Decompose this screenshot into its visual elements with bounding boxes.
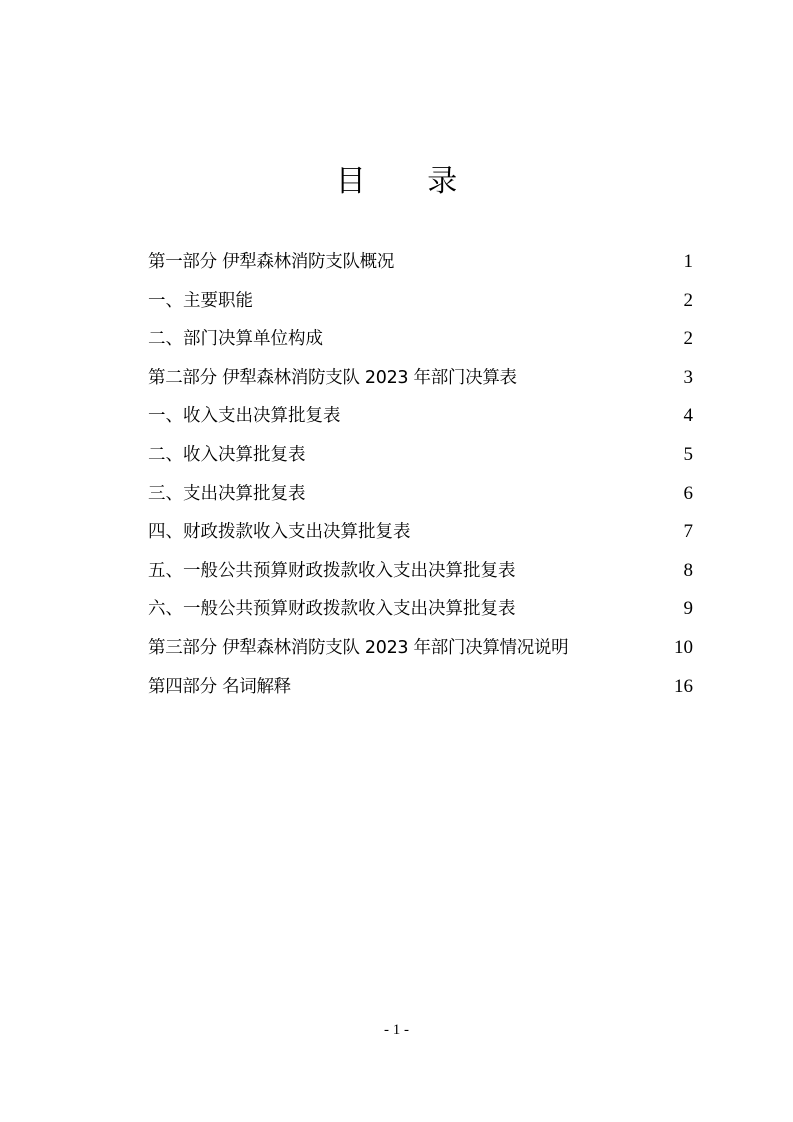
toc-entry-page-number: 3 bbox=[683, 366, 693, 388]
toc-entry-page-number: 10 bbox=[674, 636, 693, 658]
toc-entry-table-6[interactable] bbox=[148, 590, 693, 629]
toc-entry-page-number: 8 bbox=[683, 559, 693, 581]
toc-entry-part-1[interactable] bbox=[148, 243, 693, 282]
toc-entry-label: 四、财政拨款收入支出决算批复表 bbox=[148, 522, 411, 543]
toc-entry-table-5[interactable] bbox=[148, 552, 693, 591]
toc-entry-table-4[interactable] bbox=[148, 513, 693, 552]
toc-entry-label: 第二部分 伊犁森林消防支队 2023 年部门决算表 bbox=[148, 367, 517, 388]
toc-entry-label: 二、收入决算批复表 bbox=[148, 444, 306, 465]
toc-entry-part-3[interactable] bbox=[148, 629, 693, 668]
toc-entry-part-2[interactable] bbox=[148, 359, 693, 398]
toc-entry-page-number: 16 bbox=[674, 675, 693, 697]
toc-entry-label: 一、收入支出决算批复表 bbox=[148, 406, 341, 427]
toc-entry-page-number: 6 bbox=[683, 482, 693, 504]
page-number-footer: - 1 - bbox=[384, 1022, 409, 1038]
toc-entry-table-3[interactable] bbox=[148, 475, 693, 514]
toc-entry-part-4[interactable] bbox=[148, 668, 693, 707]
toc-entry-label: 六、一般公共预算财政拨款收入支出决算批复表 bbox=[148, 599, 516, 620]
toc-entry-label: 一、主要职能 bbox=[148, 290, 253, 311]
toc-entry-page-number: 2 bbox=[683, 328, 693, 350]
toc-entry-table-1[interactable] bbox=[148, 397, 693, 436]
toc-entry-label: 二、部门决算单位构成 bbox=[148, 329, 323, 350]
toc-entry-label: 第三部分 伊犁森林消防支队 2023 年部门决算情况说明 bbox=[148, 637, 569, 658]
toc-entry-label: 第一部分 伊犁森林消防支队概况 bbox=[148, 252, 395, 272]
toc-entry-label: 三、支出决算批复表 bbox=[148, 483, 306, 504]
toc-entry-page-number: 7 bbox=[683, 521, 693, 543]
toc-entry-main-functions[interactable] bbox=[148, 282, 693, 321]
toc-entry-page-number: 1 bbox=[683, 251, 693, 272]
toc-entry-page-number: 4 bbox=[683, 405, 693, 427]
toc-entry-label: 第四部分 名词解释 bbox=[148, 676, 291, 697]
toc-entry-page-number: 5 bbox=[683, 443, 693, 465]
toc-entry-table-2[interactable] bbox=[148, 436, 693, 475]
toc-entry-unit-composition[interactable] bbox=[148, 320, 693, 359]
toc-entry-page-number: 9 bbox=[683, 598, 693, 620]
table-of-contents bbox=[148, 243, 693, 706]
page-title: 目 录 bbox=[335, 164, 484, 199]
toc-entry-label: 五、一般公共预算财政拨款收入支出决算批复表 bbox=[148, 560, 516, 581]
toc-entry-page-number: 2 bbox=[683, 289, 693, 311]
